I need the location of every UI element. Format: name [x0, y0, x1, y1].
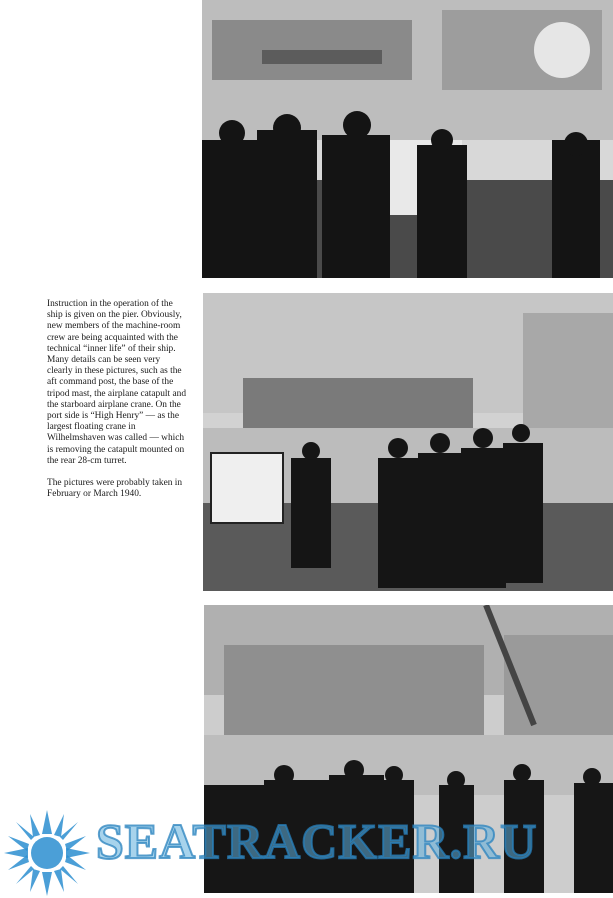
caption-paragraph-1: Instruction in the operation of the ship is given on the pier. Obviously, new members of the machine-room crew are being acquainted with the technical “inner life” of their ship. Many details can be seen very clearly in these pictures, such as the aft command post, the base of the tripod mast, the airplane catapult and the starboard airplane crane. On the port side is “High Henry” — as the largest floating crane in Wilhelmshaven was called — which is removing the catapult mounted on the rear 28-cm turret. [47, 299, 187, 466]
caption-paragraph-2: The pictures were probably taken in February or March 1940. [47, 478, 183, 500]
photo-sailors-instruction-top [202, 0, 613, 278]
photo-caption [47, 299, 187, 511]
sun-logo-icon [2, 808, 92, 898]
photo-1-illustration [202, 0, 613, 278]
photo-sailors-chalkboard-middle [203, 293, 613, 591]
watermark-text: SEATRACKER.RU [96, 813, 538, 869]
photo-2-illustration [203, 293, 613, 591]
